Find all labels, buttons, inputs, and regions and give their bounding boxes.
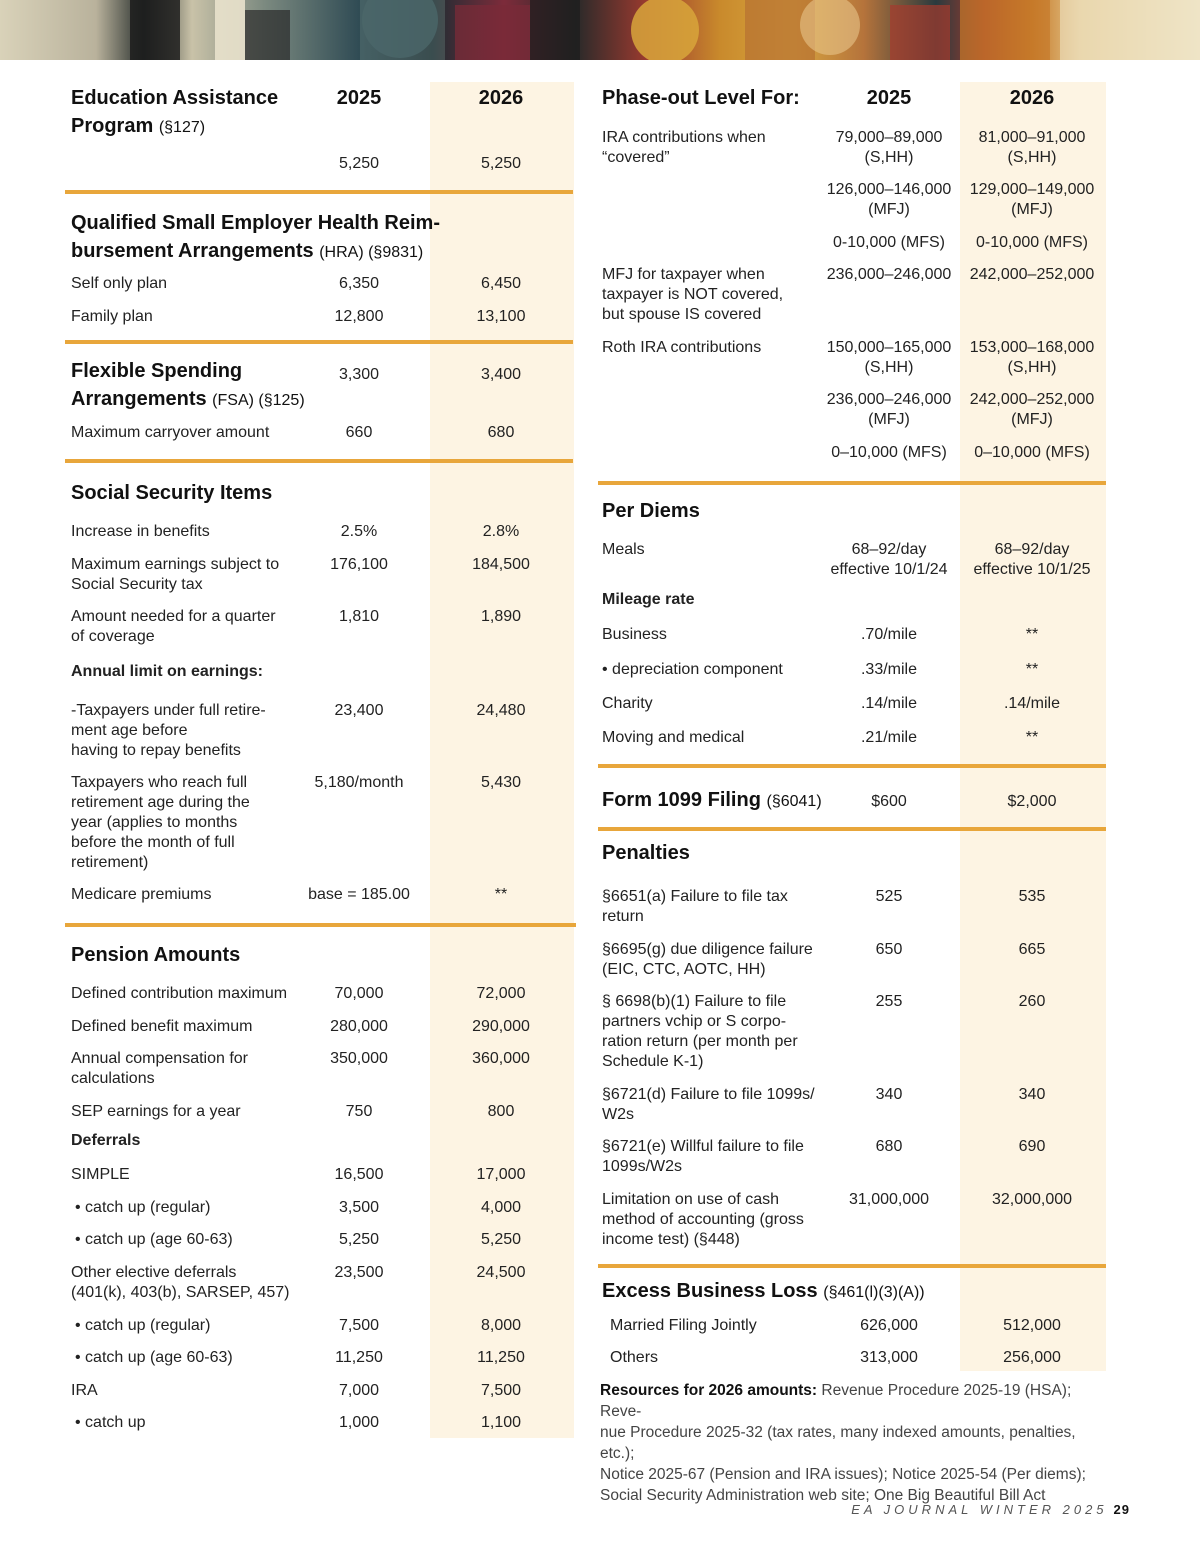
mileage-heading: Mileage rate xyxy=(602,591,695,608)
penalty-2025: 650 xyxy=(875,941,903,958)
ss-row-2025: base = 185.00 xyxy=(308,886,410,903)
penalty-2026: 690 xyxy=(1018,1138,1046,1155)
resources-note xyxy=(600,1380,1110,1506)
ebl-title: Excess Business Loss (§461(l)(3)(A)) xyxy=(602,1280,925,1302)
section-divider xyxy=(65,340,573,344)
phaseout-row-label: MFJ for taxpayer when xyxy=(602,266,765,283)
resources-line: nue Procedure 2025-32 (tax rates, many indexed amounts, penalties, etc.); xyxy=(600,1424,1076,1462)
phaseout-2025: 150,000–165,000 xyxy=(826,339,952,356)
form-1099-2026: $2,000 xyxy=(1007,793,1057,810)
pension-row-2025: 350,000 xyxy=(330,1050,388,1067)
penalty-label: method of accounting (gross xyxy=(602,1211,804,1228)
mileage-label: Business xyxy=(602,626,667,643)
ss-row-label: Increase in benefits xyxy=(71,523,210,540)
ss-row-2026: 5,430 xyxy=(480,774,522,791)
ss-row-2026: 184,500 xyxy=(472,556,530,573)
qsehra-row-label: Self only plan xyxy=(71,275,168,292)
resources-line: Social Security Administration web site; One Big Beautiful Bill Act xyxy=(600,1487,1046,1504)
section-divider xyxy=(598,827,1106,831)
ss-row-2026: 2.8% xyxy=(482,523,520,540)
social-security-title: Social Security Items xyxy=(71,482,273,504)
pension-row-2026: 5,250 xyxy=(480,1231,522,1248)
banner-artwork xyxy=(0,0,1200,60)
pension-row-label: • catch up (regular) xyxy=(75,1199,211,1216)
right-year-2025: 2025 xyxy=(866,87,912,109)
penalty-2025: 340 xyxy=(875,1086,903,1103)
phaseout-row-label: but spouse IS covered xyxy=(602,306,762,323)
ebl-label: Married Filing Jointly xyxy=(610,1317,757,1334)
ebl-label: Others xyxy=(610,1349,659,1366)
journal-name: EA JOURNAL WINTER 2025 xyxy=(851,1502,1108,1517)
phaseout-row-label: IRA contributions when xyxy=(602,129,766,146)
ss-row-label: retirement age during the xyxy=(71,794,250,811)
phaseout-2026: (S,HH) xyxy=(1007,359,1057,376)
left-year-2026: 2026 xyxy=(478,87,524,109)
penalty-2026: 665 xyxy=(1018,941,1046,958)
ss-row-2025: 2.5% xyxy=(340,523,378,540)
penalty-2025: 255 xyxy=(875,993,903,1010)
mileage-2026: ** xyxy=(1025,661,1039,678)
pension-row-2025: 5,250 xyxy=(338,1231,380,1248)
penalty-label: §6721(e) Willful failure to file xyxy=(602,1138,804,1155)
mileage-2025: .33/mile xyxy=(860,661,918,678)
fsa-title-line2: Arrangements (FSA) (§125) xyxy=(71,388,305,410)
ss-row-2025: 5,180/month xyxy=(314,774,404,791)
fsa-2025: 3,300 xyxy=(338,366,380,383)
pension-row-label: • catch up (age 60-63) xyxy=(75,1349,233,1366)
per-diem-2025: effective 10/1/24 xyxy=(830,561,948,578)
penalty-label: W2s xyxy=(602,1106,634,1123)
mileage-2025: .14/mile xyxy=(860,695,918,712)
penalty-2026: 260 xyxy=(1018,993,1046,1010)
ss-row-2025: 1,810 xyxy=(338,608,380,625)
page-number: 29 xyxy=(1113,1502,1130,1517)
qsehra-row-2026: 13,100 xyxy=(476,308,526,325)
fsa-carryover-2025: 660 xyxy=(345,424,373,441)
decorative-banner xyxy=(0,0,1200,60)
ss-row-label: -Taxpayers under full retire- xyxy=(71,702,266,719)
section-divider xyxy=(65,459,573,463)
annual-limit-heading: Annual limit on earnings: xyxy=(71,663,264,680)
phaseout-2026: 153,000–168,000 xyxy=(969,339,1095,356)
phaseout-2026: (S,HH) xyxy=(1007,149,1057,166)
section-divider xyxy=(598,1264,1106,1268)
education-title-line2: Program (§127) xyxy=(71,115,206,137)
pension-row-2025: 7,000 xyxy=(338,1382,380,1399)
phaseout-2025: (S,HH) xyxy=(864,149,914,166)
phaseout-2026: (MFJ) xyxy=(1011,201,1053,218)
section-divider xyxy=(598,764,1106,768)
mileage-label: Moving and medical xyxy=(602,729,745,746)
form-1099-title: Form 1099 Filing (§6041) xyxy=(602,789,822,811)
ebl-2025: 313,000 xyxy=(860,1349,918,1366)
penalty-2026: 535 xyxy=(1018,888,1046,905)
mileage-2025: .21/mile xyxy=(860,729,918,746)
ss-row-label: having to repay benefits xyxy=(71,742,241,759)
ss-row-2026: 24,480 xyxy=(476,702,526,719)
ebl-2026: 512,000 xyxy=(1003,1317,1061,1334)
penalty-label: Schedule K-1) xyxy=(602,1053,704,1070)
phaseout-row-label: Roth IRA contributions xyxy=(602,339,762,356)
per-diem-2026: 68–92/day xyxy=(994,541,1070,558)
ss-row-label: Medicare premiums xyxy=(71,886,212,903)
pension-row-label: Other elective deferrals xyxy=(71,1264,237,1281)
phaseout-row-label: “covered” xyxy=(602,149,670,166)
resources-line: Resources for 2026 amounts: Revenue Procedure 2025-19 (HSA); Reve- xyxy=(600,1382,1072,1420)
phaseout-2025: (MFJ) xyxy=(868,411,910,428)
phaseout-2025: (MFJ) xyxy=(868,201,910,218)
penalty-label: return xyxy=(602,908,644,925)
qsehra-row-2025: 6,350 xyxy=(338,275,380,292)
phaseout-2025: 0–10,000 (MFS) xyxy=(831,444,947,461)
phaseout-2025: 0-10,000 (MFS) xyxy=(832,234,946,251)
ss-row-label: year (applies to months xyxy=(71,814,238,831)
ss-row-2025: 23,400 xyxy=(334,702,384,719)
qsehra-title: Qualified Small Employer Health Reim- xyxy=(71,212,440,234)
education-title: Education Assistance xyxy=(71,87,279,109)
pension-row-2026: 1,100 xyxy=(480,1414,522,1431)
fsa-2026: 3,400 xyxy=(480,366,522,383)
pension-row-label: IRA xyxy=(71,1382,98,1399)
mileage-2026: ** xyxy=(1025,729,1039,746)
section-divider xyxy=(598,481,1106,485)
pension-row-label: SIMPLE xyxy=(71,1166,130,1183)
penalty-label: §6651(a) Failure to file tax xyxy=(602,888,788,905)
mileage-label: • depreciation component xyxy=(602,661,783,678)
ss-row-label: ment age before xyxy=(71,722,188,739)
penalty-label: Limitation on use of cash xyxy=(602,1191,779,1208)
penalty-label: §6721(d) Failure to file 1099s/ xyxy=(602,1086,815,1103)
pension-row-2026: 8,000 xyxy=(480,1317,522,1334)
per-diems-title: Per Diems xyxy=(602,500,700,522)
ss-row-2025: 176,100 xyxy=(330,556,388,573)
qsehra-row-label: Family plan xyxy=(71,308,153,325)
phaseout-2025: 126,000–146,000 xyxy=(826,181,952,198)
penalty-label: ration return (per month per xyxy=(602,1033,798,1050)
penalty-2026: 32,000,000 xyxy=(991,1191,1073,1208)
per-diem-label: Meals xyxy=(602,541,645,558)
pension-row-2025: 1,000 xyxy=(338,1414,380,1431)
pension-row-2026: 17,000 xyxy=(476,1166,526,1183)
education-2026: 5,250 xyxy=(480,155,522,172)
pension-row-label: calculations xyxy=(71,1070,155,1087)
qsehra-title-line2: bursement Arrangements (HRA) (§9831) xyxy=(71,240,424,262)
pension-row-2025: 70,000 xyxy=(334,985,384,1002)
pension-row-2026: 290,000 xyxy=(472,1018,530,1035)
page-footer xyxy=(851,1502,1130,1517)
ss-row-label: before the month of full xyxy=(71,834,235,851)
mileage-2026: ** xyxy=(1025,626,1039,643)
fsa-title: Flexible Spending xyxy=(71,360,243,382)
penalty-label: income test) (§448) xyxy=(602,1231,740,1248)
phaseout-title: Phase-out Level For: xyxy=(602,87,800,109)
pension-row-2026: 24,500 xyxy=(476,1264,526,1281)
per-diem-2025: 68–92/day xyxy=(851,541,927,558)
pension-row-2026: 360,000 xyxy=(472,1050,530,1067)
fsa-carryover-label: Maximum carryover amount xyxy=(71,424,270,441)
ebl-2025: 626,000 xyxy=(860,1317,918,1334)
phaseout-2026: 129,000–149,000 xyxy=(969,181,1095,198)
pension-row-label: • catch up (age 60-63) xyxy=(75,1231,233,1248)
pension-row-2025: 750 xyxy=(345,1103,373,1120)
ss-row-label: of coverage xyxy=(71,628,155,645)
phaseout-2025: 236,000–246,000 xyxy=(826,391,952,408)
pension-title: Pension Amounts xyxy=(71,944,241,966)
pension-row-2026: 11,250 xyxy=(477,1349,525,1366)
pension-row-label: • catch up xyxy=(75,1414,146,1431)
phaseout-2025: 79,000–89,000 xyxy=(835,129,943,146)
fsa-carryover-2026: 680 xyxy=(487,424,515,441)
left-year-2025: 2025 xyxy=(336,87,382,109)
ss-row-label: retirement) xyxy=(71,854,149,871)
penalty-2025: 680 xyxy=(875,1138,903,1155)
resources-line: Notice 2025-67 (Pension and IRA issues); Notice 2025-54 (Per diems); xyxy=(600,1466,1086,1483)
pension-row-label: Defined benefit maximum xyxy=(71,1018,253,1035)
ss-row-label: Maximum earnings subject to xyxy=(71,556,280,573)
phaseout-2026: 81,000–91,000 xyxy=(978,129,1086,146)
form-1099-2025: $600 xyxy=(871,793,907,810)
penalties-title: Penalties xyxy=(602,842,690,864)
pension-row-label: (401(k), 403(b), SARSEP, 457) xyxy=(71,1284,290,1301)
pension-row-label: SEP earnings for a year xyxy=(71,1103,241,1120)
education-2025: 5,250 xyxy=(338,155,380,172)
phaseout-2026: 242,000–252,000 xyxy=(969,266,1095,283)
phaseout-2026: 0-10,000 (MFS) xyxy=(975,234,1089,251)
mileage-2026: .14/mile xyxy=(1003,695,1061,712)
pension-row-2026: 4,000 xyxy=(480,1199,522,1216)
pension-row-2025: 3,500 xyxy=(338,1199,380,1216)
pension-row-label: Annual compensation for xyxy=(71,1050,248,1067)
phaseout-2025: (S,HH) xyxy=(864,359,914,376)
penalty-label: 1099s/W2s xyxy=(602,1158,683,1175)
ss-row-2026: 1,890 xyxy=(480,608,522,625)
phaseout-2026: 0–10,000 (MFS) xyxy=(974,444,1090,461)
ebl-2026: 256,000 xyxy=(1003,1349,1061,1366)
penalty-label: § 6698(b)(1) Failure to file xyxy=(602,993,787,1010)
penalty-2025: 31,000,000 xyxy=(848,1191,930,1208)
pension-row-2025: 280,000 xyxy=(330,1018,388,1035)
pension-row-2025: 23,500 xyxy=(334,1264,384,1281)
pension-row-label: Defined contribution maximum xyxy=(71,985,288,1002)
phaseout-row-label: taxpayer is NOT covered, xyxy=(602,286,784,303)
penalty-label: partners vchip or S corpo- xyxy=(602,1013,787,1030)
right-year-2026: 2026 xyxy=(1009,87,1055,109)
ss-row-label: Taxpayers who reach full xyxy=(71,774,248,791)
ss-row-2026: ** xyxy=(494,886,508,903)
section-divider xyxy=(65,923,576,927)
penalty-2025: 525 xyxy=(875,888,903,905)
deferrals-heading: Deferrals xyxy=(71,1132,141,1149)
phaseout-2025: 236,000–246,000 xyxy=(826,266,952,283)
section-divider xyxy=(65,190,573,194)
phaseout-2026: 242,000–252,000 xyxy=(969,391,1095,408)
penalty-label: (EIC, CTC, AOTC, HH) xyxy=(602,961,766,978)
pension-row-2026: 72,000 xyxy=(476,985,526,1002)
pension-row-2025: 16,500 xyxy=(334,1166,384,1183)
mileage-label: Charity xyxy=(602,695,653,712)
ss-row-label: Amount needed for a quarter xyxy=(71,608,276,625)
per-diem-2026: effective 10/1/25 xyxy=(973,561,1091,578)
ss-row-label: Social Security tax xyxy=(71,576,203,593)
pension-row-2025: 11,250 xyxy=(335,1349,383,1366)
pension-row-2025: 7,500 xyxy=(338,1317,380,1334)
phaseout-2026: (MFJ) xyxy=(1011,411,1053,428)
pension-row-2026: 800 xyxy=(487,1103,515,1120)
mileage-2025: .70/mile xyxy=(860,626,918,643)
qsehra-row-2025: 12,800 xyxy=(334,308,384,325)
qsehra-row-2026: 6,450 xyxy=(480,275,522,292)
pension-row-label: • catch up (regular) xyxy=(75,1317,211,1334)
pension-row-2026: 7,500 xyxy=(480,1382,522,1399)
penalty-label: §6695(g) due diligence failure xyxy=(602,941,813,958)
penalty-2026: 340 xyxy=(1018,1086,1046,1103)
